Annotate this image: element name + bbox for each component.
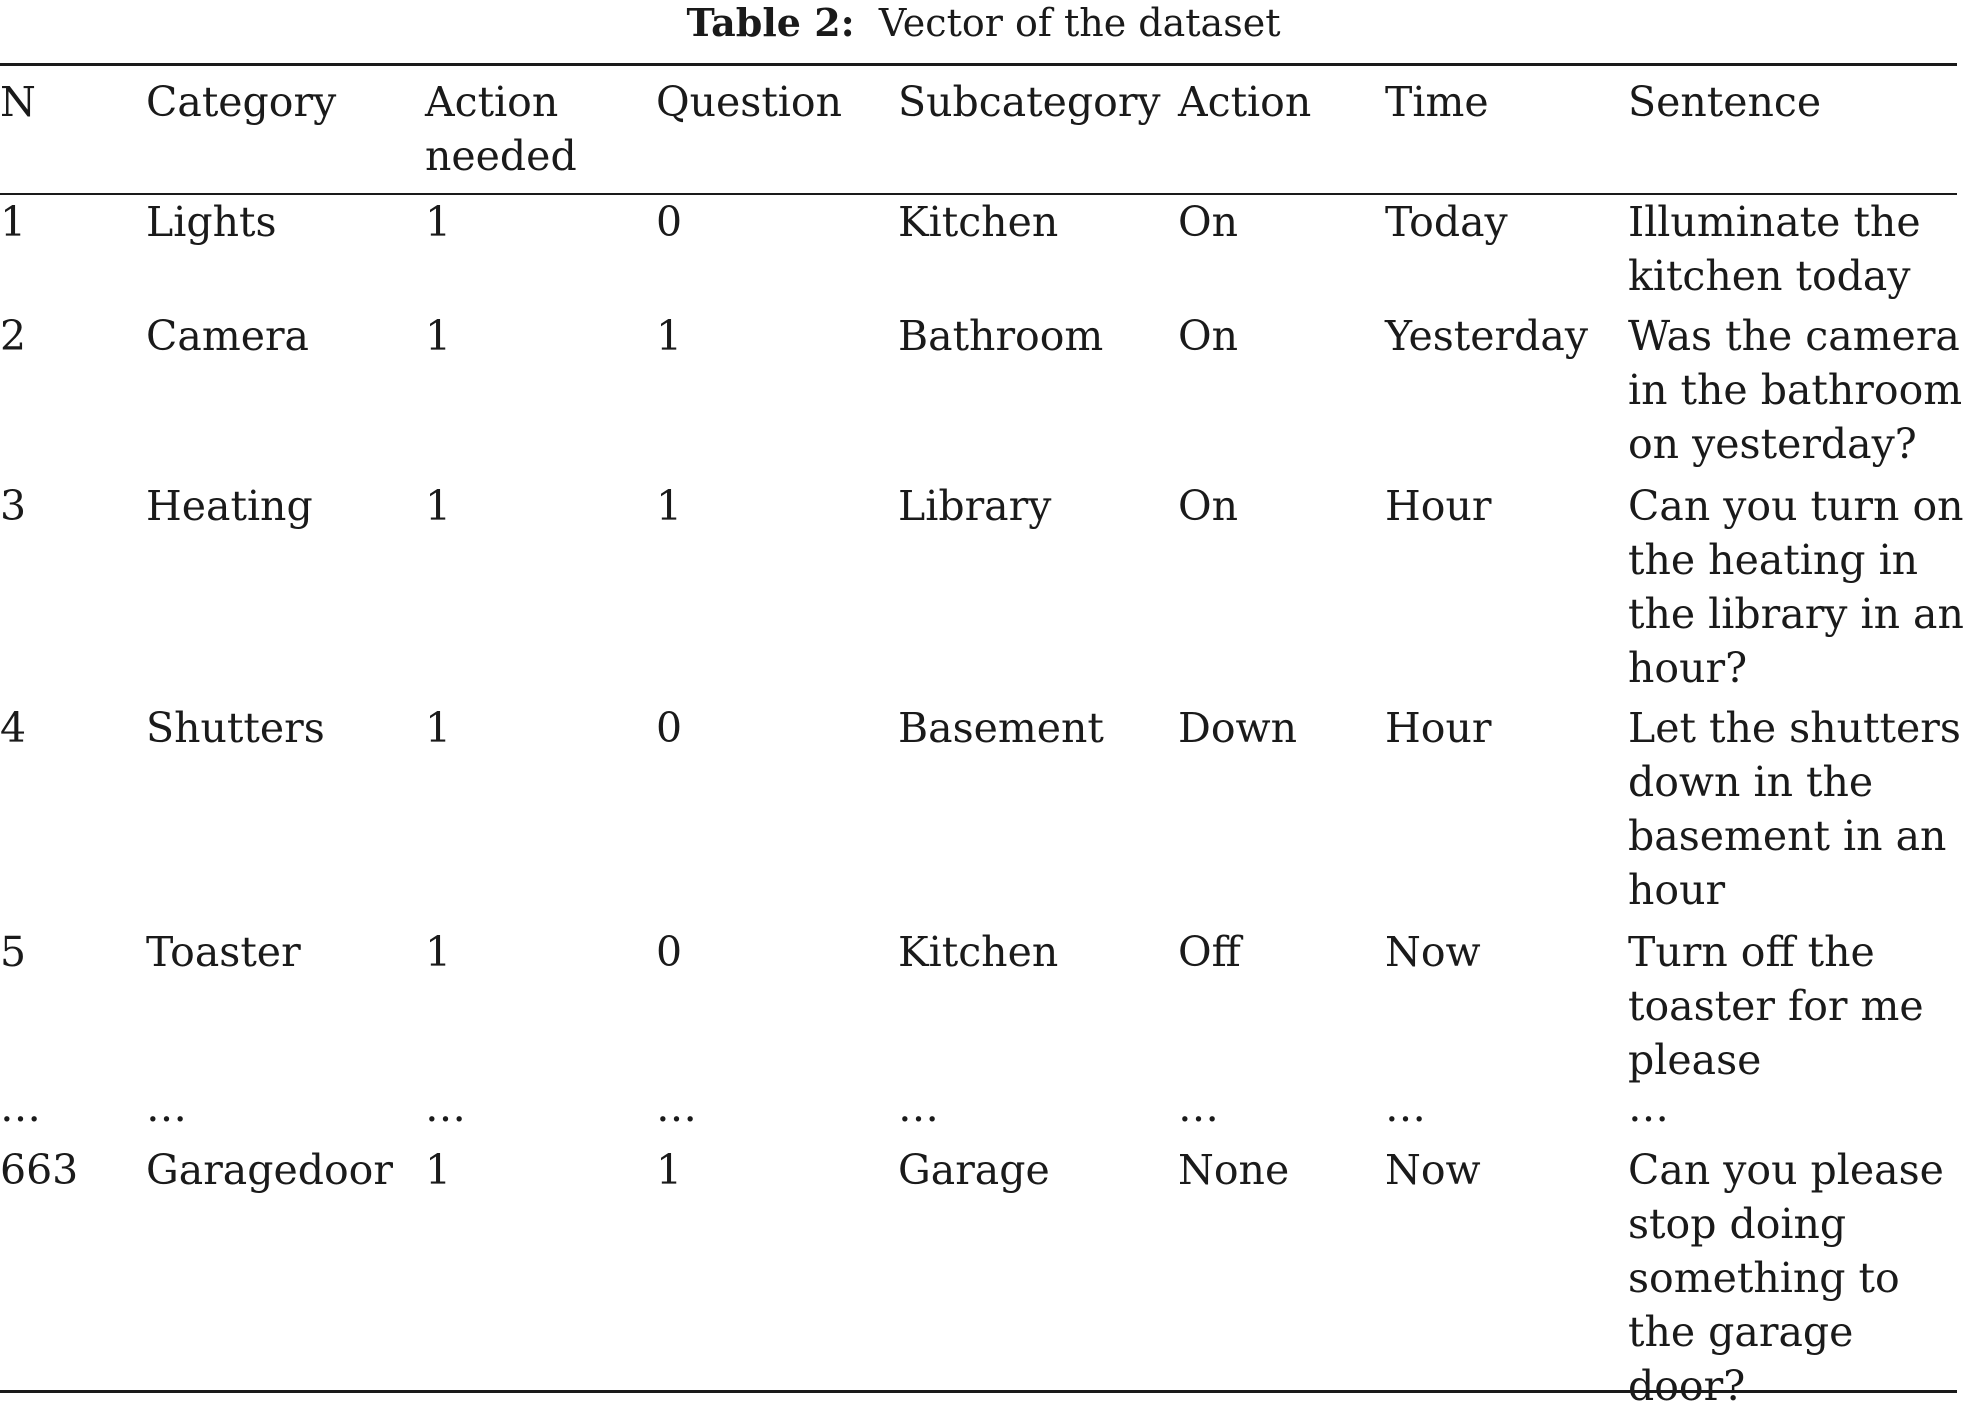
column-header: Action xyxy=(1178,78,1312,126)
table-cell: Illuminate the kitchen today xyxy=(1628,198,1921,300)
table-row xyxy=(0,925,1967,1087)
table-cell: Camera xyxy=(146,312,309,360)
table-cell: Heating xyxy=(146,482,313,530)
table-cell: Basement xyxy=(898,704,1104,752)
table-cell: 663 xyxy=(0,1146,79,1194)
ellipsis-cell: … xyxy=(656,1083,703,1131)
table-cell: On xyxy=(1178,312,1239,360)
table-caption xyxy=(0,0,1967,46)
table-cell: Today xyxy=(1385,198,1508,246)
table-cell: 4 xyxy=(0,704,27,752)
table-cell: Shutters xyxy=(146,704,325,752)
table-row xyxy=(0,479,1967,701)
column-header: Category xyxy=(146,78,337,126)
header-row xyxy=(0,75,1967,193)
table-row xyxy=(0,193,1967,309)
table-cell: Let the shutters down in the basement in an hour xyxy=(1628,704,1961,914)
table-cell: 1 xyxy=(425,198,452,246)
table-top-rule xyxy=(0,63,1957,66)
ellipsis-row xyxy=(0,1087,1967,1143)
table-cell: 1 xyxy=(425,704,452,752)
table-cell: Garagedoor xyxy=(146,1146,393,1194)
table-cell: 1 xyxy=(656,482,683,530)
table-cell: 3 xyxy=(0,482,27,530)
table-cell: 1 xyxy=(656,1146,683,1194)
table-cell: Hour xyxy=(1385,704,1492,752)
table-cell: None xyxy=(1178,1146,1290,1194)
table-cell: Hour xyxy=(1385,482,1492,530)
column-header: N xyxy=(0,78,36,126)
table-cell: Yesterday xyxy=(1385,312,1588,360)
ellipsis-cell: … xyxy=(0,1083,47,1131)
table-cell: 1 xyxy=(0,198,27,246)
table-cell: Lights xyxy=(146,198,277,246)
ellipsis-cell: … xyxy=(425,1083,472,1131)
ellipsis-cell: … xyxy=(1385,1083,1432,1131)
table-cell: Now xyxy=(1385,928,1481,976)
dataset-vector-table xyxy=(0,75,1967,1413)
table-cell: 1 xyxy=(656,312,683,360)
table-cell: 1 xyxy=(425,482,452,530)
table-row xyxy=(0,1143,1967,1413)
table-cell: Garage xyxy=(898,1146,1050,1194)
table-cell: 0 xyxy=(656,198,683,246)
table-row xyxy=(0,309,1967,479)
column-header: Subcategory xyxy=(898,78,1161,126)
table-cell: 5 xyxy=(0,928,27,976)
table-cell: Bathroom xyxy=(898,312,1104,360)
table-cell: 0 xyxy=(656,928,683,976)
table-cell: Was the camera in the bathroom on yesterday? xyxy=(1628,312,1963,468)
table-cell: Toaster xyxy=(146,928,301,976)
ellipsis-cell: … xyxy=(898,1083,945,1131)
table-cell: Library xyxy=(898,482,1052,530)
table-cell: Kitchen xyxy=(898,198,1059,246)
table-row xyxy=(0,701,1967,925)
table-cell: On xyxy=(1178,198,1239,246)
column-header: Time xyxy=(1385,78,1489,126)
ellipsis-cell: … xyxy=(146,1083,193,1131)
column-header: Sentence xyxy=(1628,78,1822,126)
table-cell: Down xyxy=(1178,704,1298,752)
ellipsis-cell: … xyxy=(1628,1083,1675,1131)
table-cell: 1 xyxy=(425,1146,452,1194)
table-cell: Can you turn on the heating in the library in an hour? xyxy=(1628,482,1964,692)
table-caption-text: Vector of the dataset xyxy=(878,1,1281,45)
table-caption-label: Table 2: xyxy=(686,0,855,45)
table-cell: Kitchen xyxy=(898,928,1059,976)
table-cell: Turn off the toaster for me please xyxy=(1628,928,1924,1084)
table-cell: Can you please stop doing something to the garage door? xyxy=(1628,1146,1944,1410)
table-cell: 1 xyxy=(425,928,452,976)
table-cell: 1 xyxy=(425,312,452,360)
table-cell: Now xyxy=(1385,1146,1481,1194)
table-cell: On xyxy=(1178,482,1239,530)
column-header: Question xyxy=(656,78,843,126)
table-cell: 0 xyxy=(656,704,683,752)
table-cell: 2 xyxy=(0,312,27,360)
table-cell: Off xyxy=(1178,928,1241,976)
ellipsis-cell: … xyxy=(1178,1083,1225,1131)
column-header: Action needed xyxy=(425,78,577,180)
